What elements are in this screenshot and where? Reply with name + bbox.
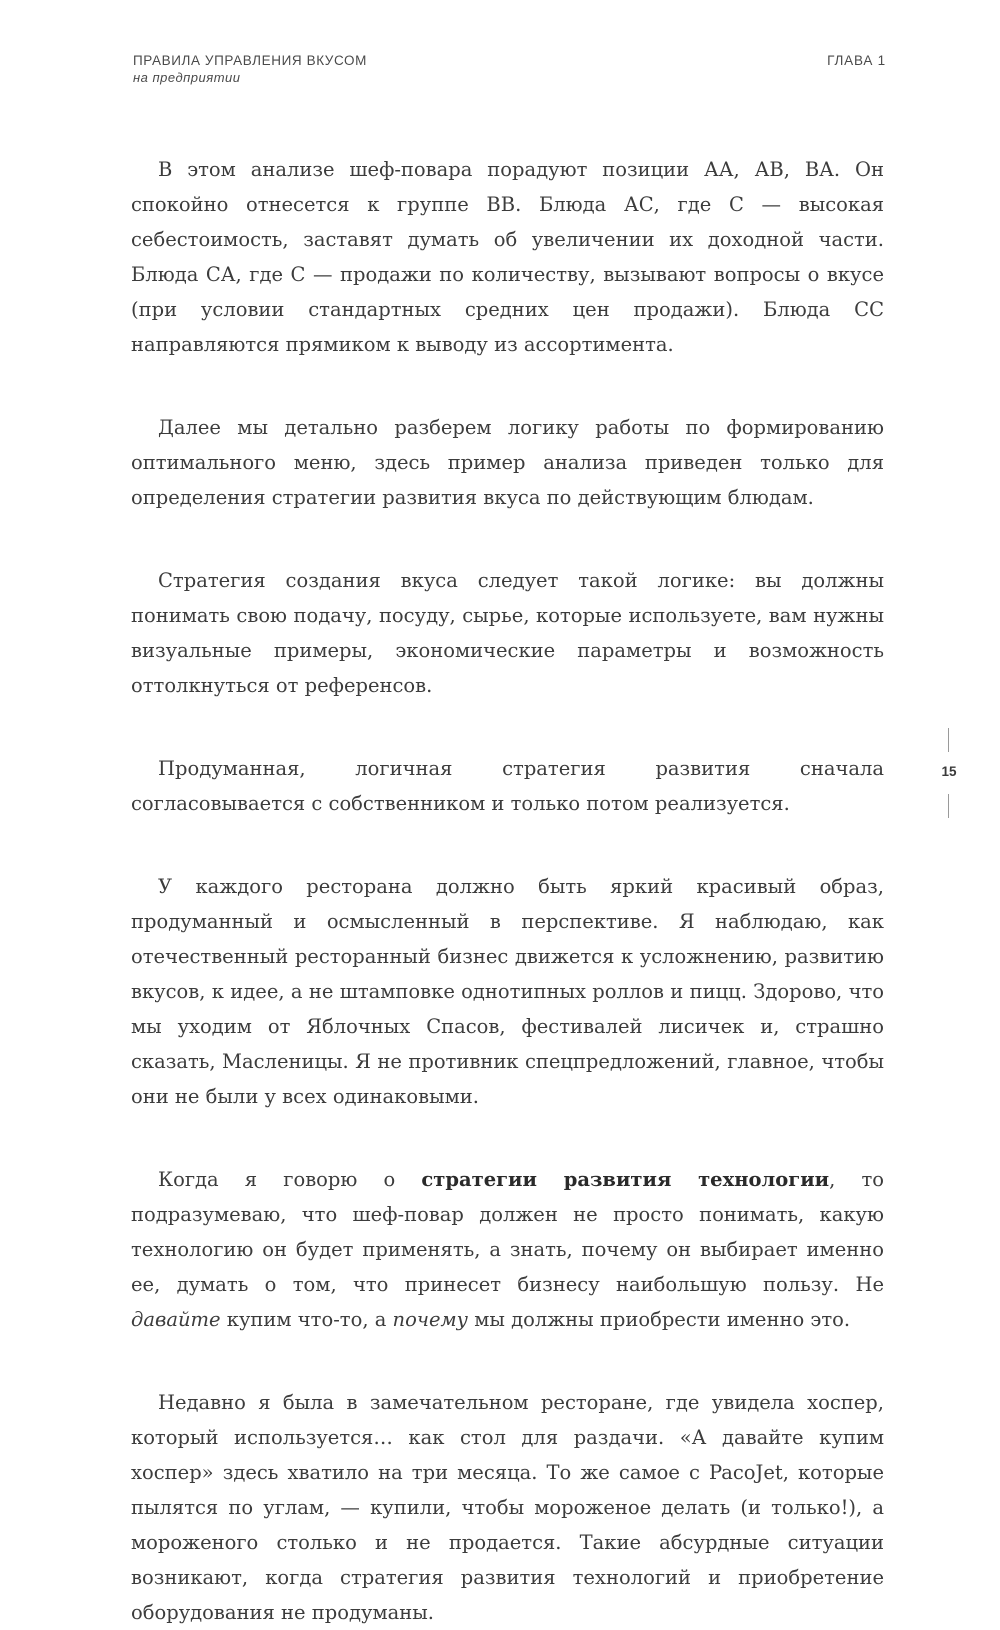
folio-rule-bottom	[948, 794, 949, 818]
running-head	[133, 52, 367, 87]
paragraph-6-part-3: купим что-то, а	[220, 1308, 393, 1331]
book-title: ПРАВИЛА УПРАВЛЕНИЯ ВКУСОМ	[133, 53, 367, 68]
italic-word-pochemu: почему	[392, 1308, 468, 1331]
paragraph-4: Продуманная, логичная стратегия развития сначала согласовывается с собственником и только потом реализуется.	[131, 757, 884, 815]
paragraph-5: У каждого ресторана должно быть яркий красивый образ, продуманный и осмысленный в перспективе. Я наблюдаю, как отечественный ресторанный бизнес движется к усложнению, развитию вкусов, к идее, а не штамповке однотипных роллов и пицц. Здорово, что мы уходим от Яблочных Спасов, фестивалей лисичек и, страшно сказать, Масленицы. Я не противник спецпредложений, главное, чтобы они не были у всех одинаковыми.	[131, 875, 884, 1108]
paragraph-6-part-2: , то подразумеваю, что шеф-повар должен не просто понимать, какую технологию он будет применять, а знать, почему он выбирает именно ее, думать о том, что принесет бизнесу наибольшую пользу. Не	[131, 1168, 884, 1296]
paragraph-6-part-4: мы должны приобрести именно это.	[468, 1308, 851, 1331]
folio-rule-top	[948, 728, 949, 752]
paragraph-1: В этом анализе шеф-повара порадуют позиции АА, АВ, ВА. Он спокойно отнесется к группе ВВ. Блюда АС, где С — высокая себестоимость, заставят думать об увеличении их доходной части. Блюда СА, где С — продажи по количеству, вызывают вопросы о вкусе (при условии стандартных средних цен продажи). Блюда СС направляются прямиком к выводу из ассортимента.	[131, 158, 884, 356]
paragraph-2: Далее мы детально разберем логику работы по формированию оптимального меню, здесь пример анализа приведен только для определения стратегии развития вкуса по действующим блюдам.	[131, 416, 884, 509]
page-number-marker	[935, 728, 963, 818]
paragraph-7: Недавно я была в замечательном ресторане, где увидела хоспер, который используется… как стол для раздачи. «А давайте купим хоспер» здесь хватило на три месяца. То же самое с PacoJet, которые пылятся по углам, — купили, чтобы мороженое делать (и только!), а мороженого столько и не продается. Такие абсурдные ситуации возникают, когда стратегия развития технологий и приобретение оборудования не продуманы.	[131, 1391, 884, 1624]
italic-word-davaite: давайте	[131, 1308, 221, 1331]
paragraph-3: Стратегия создания вкуса следует такой логике: вы должны понимать свою подачу, посуду, сырье, которые используете, вам нужны визуальные примеры, экономические параметры и возможность оттолкнуться от референсов.	[131, 569, 884, 697]
chapter-label: ГЛАВА 1	[827, 53, 886, 68]
page-number: 15	[941, 764, 957, 779]
paragraph-6	[131, 1162, 884, 1337]
book-subtitle: на предприятии	[133, 70, 241, 85]
paragraph-6-part-1: Когда я говорю о	[158, 1168, 422, 1191]
body-text	[131, 152, 884, 1630]
bold-phrase-technology-strategy: стратегии развития технологии	[421, 1168, 830, 1191]
